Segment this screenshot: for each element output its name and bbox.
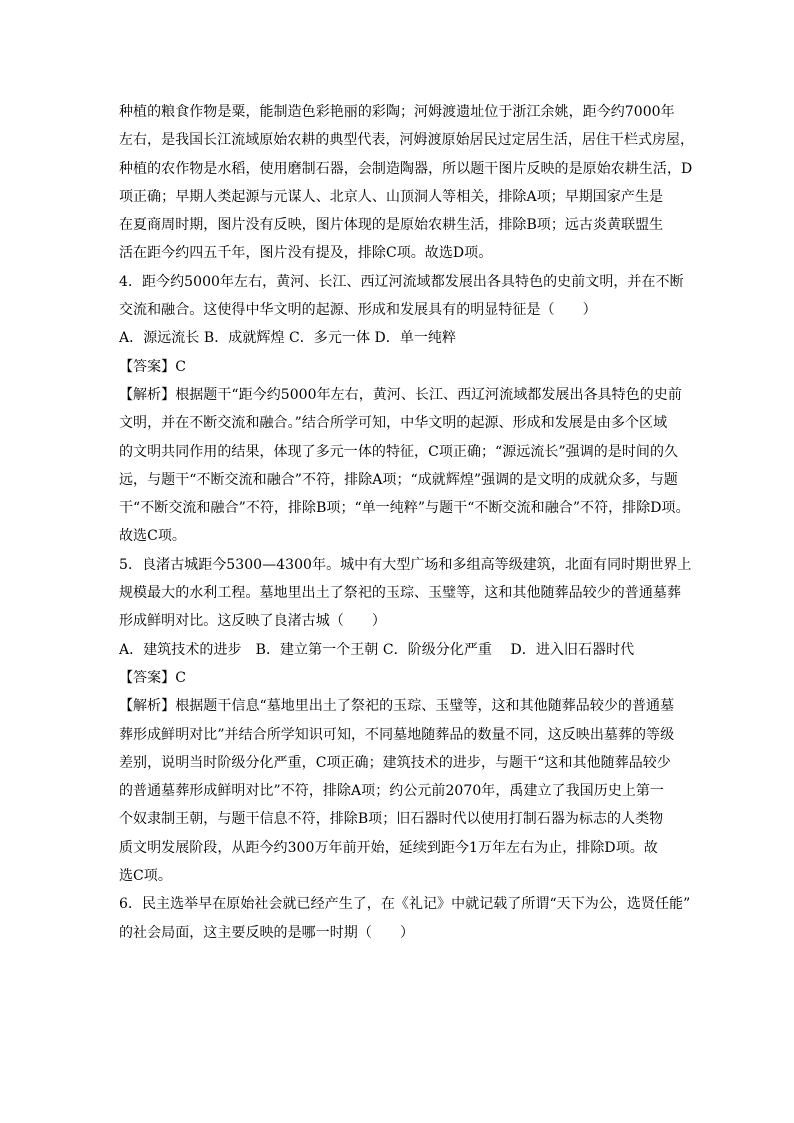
text-line: 活在距今约四五千年，图片没有提及，排除C项。故选D项。 bbox=[119, 245, 493, 262]
question-5-analysis: 选C项。 bbox=[119, 868, 172, 885]
question-4-analysis: 【解析】根据题干“距今约5000年左右，黄河、长江、西辽河流域都发展出各具特色的史前 bbox=[119, 386, 682, 403]
question-4-analysis: 远，与题干“不断交流和融合”不符，排除A项；“成就辉煌”强调的是文明的成就众多，与题 bbox=[119, 471, 678, 488]
question-4-stem: 交流和融合。这使得中华文明的起源、形成和发展具有的明显特征是（ ） bbox=[119, 302, 597, 319]
question-5-analysis: 【解析】根据题干信息“墓地里出土了祭祀的玉琮、玉璧等，这和其他随葬品较少的普通墓 bbox=[119, 698, 675, 715]
question-6-stem: 的社会局面，这主要反映的是哪一时期（ ） bbox=[119, 924, 415, 941]
question-6-stem: 6．民主选举早在原始社会就已经产生了，在《礼记》中就记载了所谓“天下为公，选贤任能” bbox=[119, 896, 691, 913]
question-5-analysis: 质文明发展阶段，从距今约300万年前开始，延续到距今1万年左右为止，排除D项。故 bbox=[119, 839, 658, 856]
question-4-analysis: 文明，并在不断交流和融合。”结合所学可知，中华文明的起源、形成和发展是由多个区域 bbox=[119, 415, 668, 432]
question-5-options: A．建筑技术的进步 B．建立第一个王朝 C．阶级分化严重 D．进入旧石器时代 bbox=[119, 641, 635, 658]
question-4-analysis: 故选C项。 bbox=[119, 528, 186, 545]
text-line: 种植的农作物是水稻，使用磨制石器，会制造陶器，所以题干图片反映的是原始农耕生活，D bbox=[119, 160, 693, 177]
question-5-stem: 形成鲜明对比。这反映了良渚古城（ ） bbox=[119, 613, 386, 630]
text-line: 项正确；早期人类起源与元谋人、北京人、山顶洞人等相关，排除A项；早期国家产生是 bbox=[119, 188, 664, 205]
question-5-stem: 规模最大的水利工程。墓地里出土了祭祀的玉琮、玉璧等，这和其他随葬品较少的普通墓葬 bbox=[119, 585, 681, 602]
question-4-analysis: 的文明共同作用的结果，体现了多元一体的特征，C项正确；“源远流长”强调的是时间的久 bbox=[119, 443, 679, 460]
question-5-analysis: 个奴隶制王朝，与题干信息不符，排除B项；旧石器时代以使用打制石器为标志的人类物 bbox=[119, 811, 664, 828]
question-5-analysis: 葬形成鲜明对比”并结合所学知识可知，不同墓地随葬品的数量不同，这反映出墓葬的等级 bbox=[119, 726, 675, 743]
document-page bbox=[119, 98, 694, 947]
text-line: 左右，是我国长江流域原始农耕的典型代表，河姆渡原始居民过定居生活，居住干栏式房屋， bbox=[119, 132, 695, 149]
text-line: 在夏商周时期，图片没有反映，图片体现的是原始农耕生活，排除B项；远古炎黄联盟生 bbox=[119, 217, 664, 234]
text-line: 种植的粮食作物是粟，能制造色彩艳丽的彩陶；河姆渡遗址位于浙江余姚，距今约7000年 bbox=[119, 104, 675, 120]
question-5-answer: 【答案】C bbox=[119, 669, 186, 686]
question-4-analysis: 干“不断交流和融合”不符，排除B项；“单一纯粹”与题干“不断交流和融合”不符，排除D项。 bbox=[119, 500, 690, 517]
question-5-analysis: 的普通墓葬形成鲜明对比”不符，排除A项；约公元前2070年，禹建立了我国历史上第一 bbox=[119, 783, 664, 800]
question-5-stem: 5．良渚古城距今5300—4300年。城中有大型广场和多组高等级建筑，北面有同时期世界上 bbox=[119, 556, 692, 573]
question-4-stem: 4．距今约5000年左右，黄河、长江、西辽河流域都发展出各具特色的史前文明，并在不断 bbox=[119, 273, 684, 290]
question-4-answer: 【答案】C bbox=[119, 358, 186, 375]
question-5-analysis: 差别，说明当时阶级分化严重，C项正确；建筑技术的进步，与题干“这和其他随葬品较少 bbox=[119, 754, 671, 771]
question-4-options: A．源远流长 B．成就辉煌 C．多元一体 D．单一纯粹 bbox=[119, 330, 457, 347]
